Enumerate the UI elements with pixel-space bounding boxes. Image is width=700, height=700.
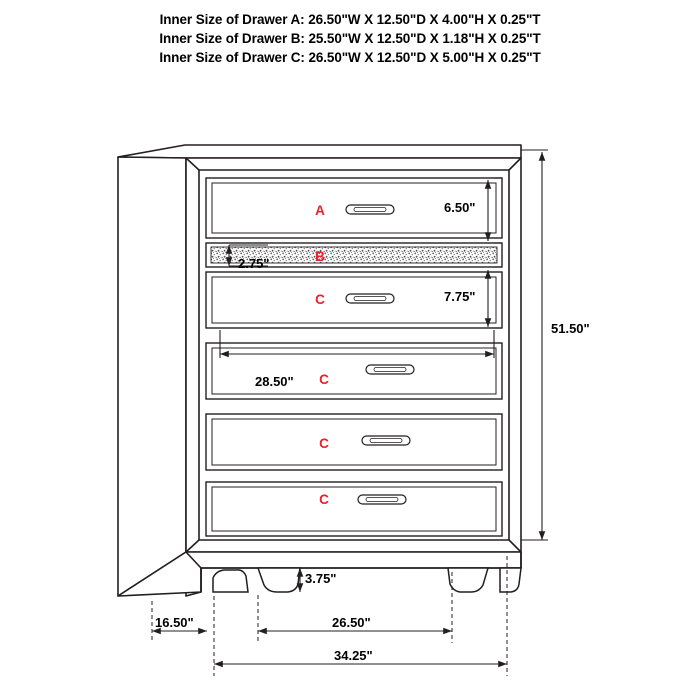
foot-center-right: [448, 568, 488, 592]
foot-left: [213, 570, 248, 592]
drawer-c4: [206, 482, 502, 536]
spec-line-drawer-b: Inner Size of Drawer B: 25.50"W X 12.50"D X 1.18"H X 0.25"T: [159, 31, 541, 46]
spec-line-drawer-c: Inner Size of Drawer C: 26.50"W X 12.50"D X 5.00"H X 0.25"T: [159, 50, 541, 65]
drawer-c2: [206, 343, 502, 399]
drawer-label-c2: C: [319, 372, 329, 387]
dim-label-drawer-a-height: 6.50": [444, 200, 476, 215]
dim-label-depth: 16.50": [155, 615, 194, 630]
left-side-panel: [118, 157, 186, 596]
drawer-pull-c4: [358, 495, 406, 504]
dim-label-inner-width: 28.50": [255, 374, 294, 389]
drawer-c3: [206, 414, 502, 470]
top-panel: [118, 145, 521, 158]
foot-right: [500, 568, 521, 592]
dim-label-drawer-b-height: 2.75": [238, 256, 270, 271]
drawer-label-b: B: [315, 249, 325, 264]
drawer-pull-a: [346, 205, 394, 214]
drawer-pull-c1: [346, 294, 394, 303]
drawer-pull-c2: [366, 365, 414, 374]
foot-center-left: [258, 568, 300, 592]
dim-label-total-height: 51.50": [551, 321, 590, 336]
drawer-label-c1: C: [315, 292, 325, 307]
drawer-label-c3: C: [319, 436, 329, 451]
dim-label-total-width: 34.25": [334, 648, 373, 663]
drawer-pull-c3: [362, 436, 410, 445]
spec-line-drawer-a: Inner Size of Drawer A: 26.50"W X 12.50"D X 4.00"H X 0.25"T: [159, 12, 541, 27]
dim-label-leg-height: 3.75": [305, 571, 337, 586]
dim-label-foot-width: 26.50": [332, 615, 371, 630]
drawer-label-c4: C: [319, 492, 329, 507]
drawer-label-a: A: [315, 203, 325, 218]
feet: [213, 568, 521, 592]
dim-label-drawer-c-height: 7.75": [444, 289, 476, 304]
